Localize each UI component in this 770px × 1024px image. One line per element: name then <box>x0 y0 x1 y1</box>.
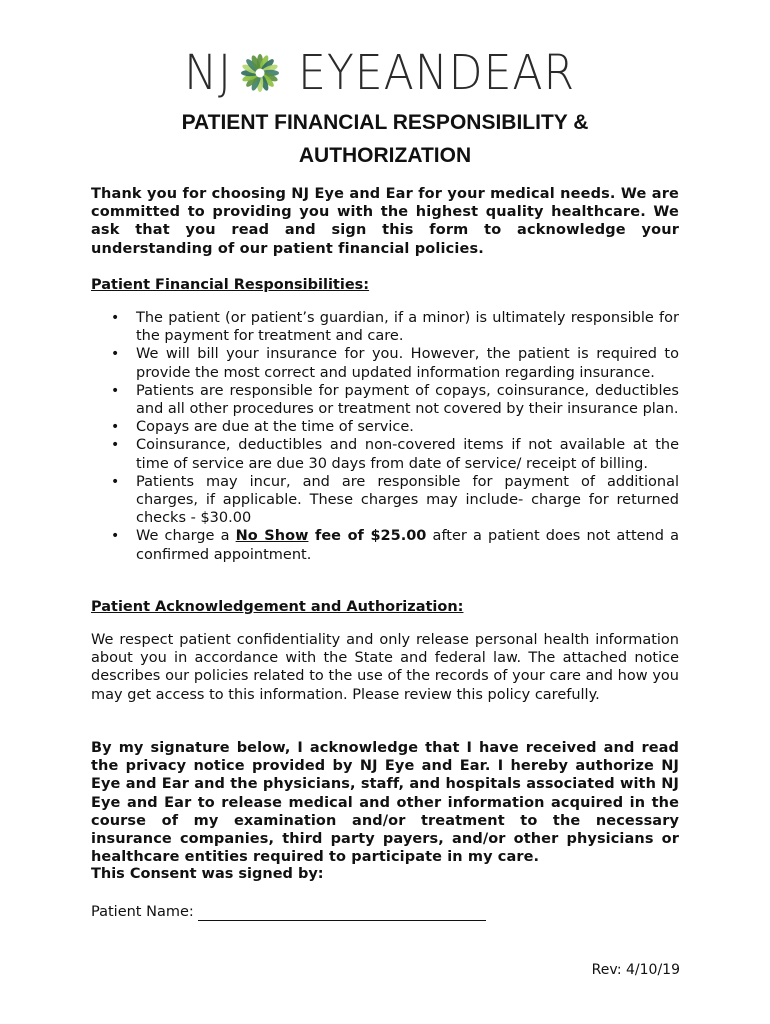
no-show-fee: fee of $25.00 <box>308 528 427 545</box>
title-line-2: AUTHORIZATION <box>298 144 472 167</box>
confidentiality-paragraph: We respect patient confidentiality and only release personal health information about you in accordance with the State and federal law. The attached notice describes our policies related to the use of the records of your care and how you may get access to this information. Please review this policy carefully. <box>91 632 679 703</box>
logo-text-nj: NJ <box>184 45 233 101</box>
logo <box>0 46 770 100</box>
section-heading-financial: Patient Financial Responsibilities: <box>91 277 370 293</box>
consent-line: This Consent was signed by: <box>91 866 324 882</box>
list-item-no-show <box>91 527 679 563</box>
section-heading-acknowledgement: Patient Acknowledgement and Authorization: <box>91 599 464 615</box>
revision-date: Rev: 4/10/19 <box>591 962 680 978</box>
page-title <box>60 106 710 172</box>
list-item: • Copays are due at the time of service. <box>91 418 679 436</box>
patient-name-field[interactable] <box>198 904 486 921</box>
no-show-prefix: We charge a <box>136 528 236 545</box>
authorization-paragraph: By my signature below, I acknowledge that I have received and read the privacy notice provided by NJ Eye and Ear. I hereby authorize NJ Eye and Ear and the physicians, staff, and hospitals associated with NJ Eye and Ear to release medical and other information acquired in the course of my examination and/or treatment to the necessary insurance companies, third party payers, and/or other physicians or healthcare entities required to participate in my care. <box>91 740 679 866</box>
list-item: • Patients are responsible for payment of copays, coinsurance, deductibles and all other procedures or treatment not covered by their insurance plan. <box>91 382 679 418</box>
no-show-suffix: after a patient does not attend a confirmed appointment. <box>136 528 679 563</box>
no-show-label: No Show <box>235 528 309 545</box>
logo-text-eyeandear: EYEANDEAR <box>298 45 576 101</box>
intro-paragraph: Thank you for choosing NJ Eye and Ear for your medical needs. We are committed to providing you with the highest quality healthcare. We ask that you read and sign this form to acknowledge your understanding of our patient financial policies. <box>91 186 679 257</box>
list-item: • Coinsurance, deductibles and non-covered items if not available at the time of service are due 30 days from date of service/ receipt of billing. <box>91 436 679 472</box>
list-item: • Patients may incur, and are responsible for payment of additional charges, if applicable. These charges may include- charge for returned checks - $30.00 <box>91 473 679 528</box>
patient-name-label: Patient Name: <box>91 904 194 920</box>
list-item: • The patient (or patient’s guardian, if a minor) is ultimately responsible for the payment for treatment and care. <box>91 309 679 345</box>
logo-mark-icon <box>238 51 282 95</box>
patient-name-row <box>91 903 679 921</box>
title-line-1: PATIENT FINANCIAL RESPONSIBILITY & <box>181 111 589 134</box>
responsibilities-list <box>91 309 679 564</box>
list-item: • We will bill your insurance for you. However, the patient is required to provide the most correct and updated information regarding insurance. <box>91 345 679 381</box>
